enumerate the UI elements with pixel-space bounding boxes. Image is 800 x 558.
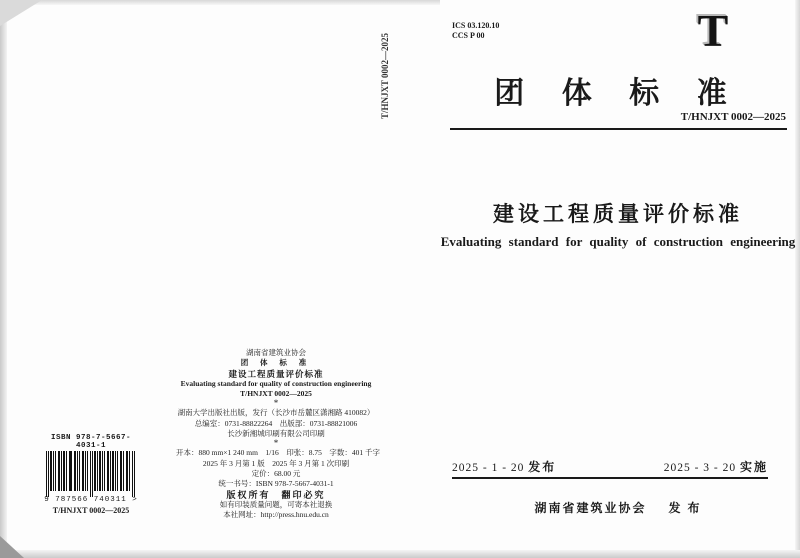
publisher-name: 湖南省建筑业协会 (534, 501, 647, 515)
standard-title-english: Evaluating standard for quality of construction engineering (440, 234, 796, 249)
colophon-format-line: 开本：880 mm×1 240 mm 1/16 印张：8.75 字数：401 千字 (176, 448, 381, 458)
publisher-row (448, 499, 788, 516)
colophon-website-line: 本社网址：http://press.hnu.edu.cn (223, 510, 329, 520)
colophon-edition-line: 2025 年 3 月第 1 版 2025 年 3 月第 1 次印刷 (202, 458, 350, 468)
colophon-printer-line: 长沙新湘城印刷有限公司印刷 (227, 429, 325, 439)
colophon-doc-class: 团 体 标 准 (240, 358, 312, 368)
isbn-barcode (44, 434, 138, 515)
colophon-block (176, 348, 381, 520)
ccs-code: CCS P 00 (452, 30, 485, 40)
scan-edge-top (0, 0, 440, 5)
classification-codes (452, 21, 499, 40)
colophon-title-en: Evaluating standard for quality of construction engineering (180, 378, 372, 388)
colophon-separator-star: * (273, 438, 279, 449)
standard-number: T/HNJXT 0002—2025 (680, 111, 786, 123)
header-rule (450, 128, 787, 130)
spine-standard-number: T/HNJXT 0002—2025 (380, 32, 390, 120)
dates-row (452, 458, 768, 475)
implement-date-label: 实施 (739, 460, 768, 474)
implement-date (664, 458, 768, 475)
colophon-publisher-line: 湖南大学出版社出版，发行（长沙市岳麓区潇湘路 410082） (177, 408, 375, 418)
publish-label: 发 布 (668, 501, 702, 515)
implement-date-value: 2025 - 3 - 20 (663, 462, 737, 474)
barcode-standard-no: T/HNJXT 0002—2025 (52, 506, 130, 515)
group-standard-logo: T (697, 5, 729, 56)
scan-edge-bottom (0, 550, 800, 558)
document-class-title: 团 体 标 准 (494, 77, 742, 110)
colophon-copyright-line: 版权所有 翻印必究 (226, 489, 326, 500)
colophon-contact-line: 总编室：0731-88822264 出版部：0731-88821006 (194, 418, 358, 428)
standard-title-chinese: 建设工程质量评价标准 (493, 202, 743, 226)
colophon-book-no-line: 统一书号：ISBN 978-7-5667-4031-1 (218, 479, 334, 489)
footer-rule (452, 477, 768, 479)
scan-edge-left (0, 0, 7, 558)
issue-date-label: 发布 (528, 460, 557, 474)
colophon-price-line: 定价：68.00 元 (251, 468, 301, 478)
ics-code: ICS 03.120.10 (452, 21, 500, 30)
colophon-association: 湖南省建筑业协会 (246, 348, 306, 357)
scan-edge-right (795, 0, 800, 558)
colophon-standard-no: T/HNJXT 0002—2025 (240, 389, 312, 399)
issue-date (452, 458, 556, 475)
isbn-number: ISBN 978-7-5667-4031-1 (50, 434, 131, 450)
colophon-quality-line: 如有印装质量问题，可寄本社退换 (219, 499, 333, 509)
barcode-bars-image (46, 451, 136, 497)
issue-date-value: 2025 - 1 - 20 (452, 462, 525, 474)
colophon-separator-star: * (273, 398, 279, 409)
barcode-digits: 9 787566 740311 > (44, 496, 138, 504)
colophon-title-cn: 建设工程质量评价标准 (228, 368, 324, 379)
